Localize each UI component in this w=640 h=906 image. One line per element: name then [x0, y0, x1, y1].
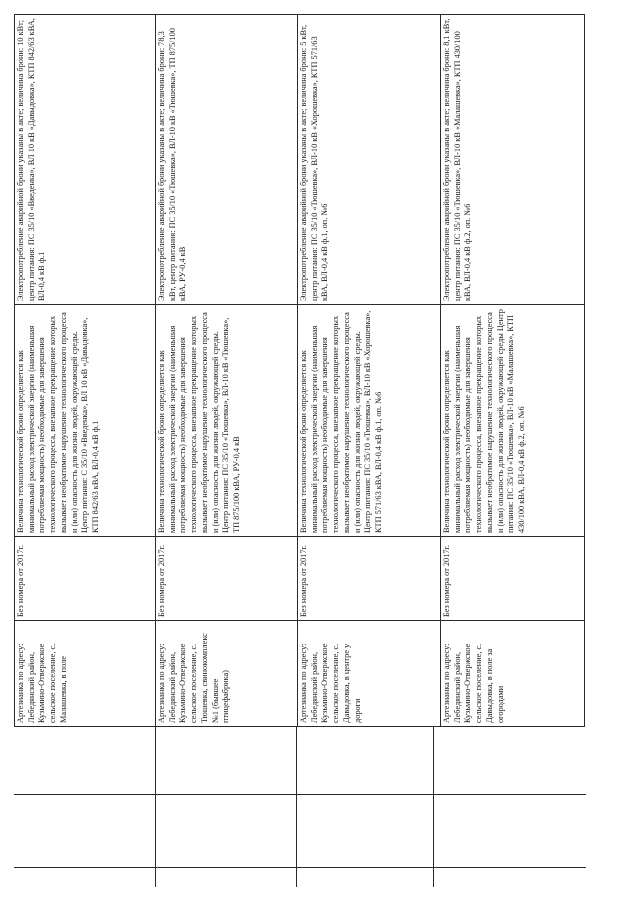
- cell-address: Артезианка по адресу: Лебедянский район, Кузьмино-Отвержское сельское поселение, с. Давыдовка, в поле за огородами: [441, 621, 585, 727]
- cell-act: Без номера от 2017г.: [156, 537, 298, 621]
- row-divider: [14, 794, 586, 795]
- cell-address: Артезианка по адресу: Лебедянский район, Кузьмино-Отвержское сельское поселение, с. Тюшевка, свинокомплекс №1 (бывшее птицефабрика): [156, 621, 298, 727]
- reservation-table: [14, 14, 585, 727]
- cell-tech-reserve: Величина технологической брони определяется как минимальный расход электрической энергии (наименьшая потребляемая мощность) необходимые для завершения технологического процесса, внезапное прекращение которых вызывает необратимое нарушение технологического процесса и (или) опасность для жизни людей, окружающей среды. Центр питания: С 35/10 «Введенка», ВЛ 10 кВ «Давыдовка», КТП 842/63 кВА, ВЛ-0,4 кВ ф.1: [15, 305, 156, 537]
- cell-act: Без номера от 2017г.: [441, 537, 585, 621]
- column-divider: [155, 727, 156, 887]
- row-divider: [14, 867, 586, 868]
- cell-tech-reserve: Величина технологической брони определяется как минимальный расход электрической энергии (наименьшая потребляемая мощность) необходимые для завершения технологического процесса, внезапное прекращение которых вызывает необратимое нарушение технологического процесса и (или) опасность для жизни людей, окружающей среды. Центр питания: ПС 35/10 «Тюшевка», ВЛ-10 кВ «Хорошевка», КТП 571/63 кВА, ВЛ-0,4 кВ ф.1, оп. №6: [298, 305, 441, 537]
- rotated-table-area: [14, 15, 584, 727]
- column-divider: [433, 727, 434, 887]
- cell-emergency-reserve: Электропотребление аварийной брони указаны в акте; величина брони: 8,1 кВт, центр питания: ПС 35/10 «Тюшевка», ВЛ-10 кВ «Малашевка», КТП 430/100 кВА, ВЛ-0,4 кВ ф.2, оп. №6: [441, 15, 585, 305]
- cell-emergency-reserve: Электропотребление аварийной брони указаны в акте; величина брони: 10 кВт; центр питания: ПС 35/10 «Введенка», ВЛ 10 кВ «Давыдовка», КТП 842/63 кВА, ВЛ-0,4 кВ ф.1: [15, 15, 156, 305]
- table-row: [298, 15, 441, 727]
- table-row: [441, 15, 585, 727]
- landscape-page: [14, 15, 584, 727]
- cell-emergency-reserve: Электропотребление аварийной брони указаны в акте; величина брони: 5 кВт, центр питания: ПС 35/10 «Тюшевка», ВЛ-10 кВ «Хорошевка», КТП 571/63 кВА, ВЛ-0,4 кВ ф.1, оп. №6: [298, 15, 441, 305]
- cell-address: Артезианка по адресу: Лебедянский район, Кузьмино-Отвержское сельское поселение, с. Малашевка, в поле: [15, 621, 156, 727]
- table-row: [156, 15, 298, 727]
- cell-tech-reserve: Величина технологической брони определяется как минимальный расход электрической энергии (наименьшая потребляемая мощность) необходимые для завершения технологического процесса, внезапное прекращение которых вызывает необратимое нарушение технологического процесса и (или) опасность для жизни людей, окружающей среды. Центр питания: ПС 35/10 «Тюшевка», ВЛ-10 кВ «Тюшевка», ТП 875/100 кВА, РУ-0,4 кВ: [156, 305, 298, 537]
- column-divider: [296, 727, 297, 887]
- cell-act: Без номера от 2017г.: [15, 537, 156, 621]
- table-row: [15, 15, 156, 727]
- cell-tech-reserve: Величина технологической брони определяется как минимальный расход электрической энергии (наименьшая потребляемая мощность) необходимые для завершения технологического процесса, внезапное прекращение которых вызывает необратимое нарушение технологического процесса и (или) опасность для жизни людей, окружающей среды Центр питания: ПС 35/10 «Тюшевка», ВЛ-10 кВ «Малашевка», КТП 430/100 кВА, ВЛ-0,4 кВ ф.2, оп. №6: [441, 305, 585, 537]
- cell-act: Без номера от 2017г.: [298, 537, 441, 621]
- cell-address: Артезианка по адресу: Лебедянский район, Кузьмино-Отвержское сельское поселение, с. Давыдовка, в центре у дороги: [298, 621, 441, 727]
- cell-emergency-reserve: Электропотребление аварийной брони указаны в акте; величина брони: 78,3 кВт, центр питания: ПС 35/10 «Тюшевка», ВЛ-10 кВ «Тюшевка», ТП 875/100 кВА, РУ-0,4 кВ: [156, 15, 298, 305]
